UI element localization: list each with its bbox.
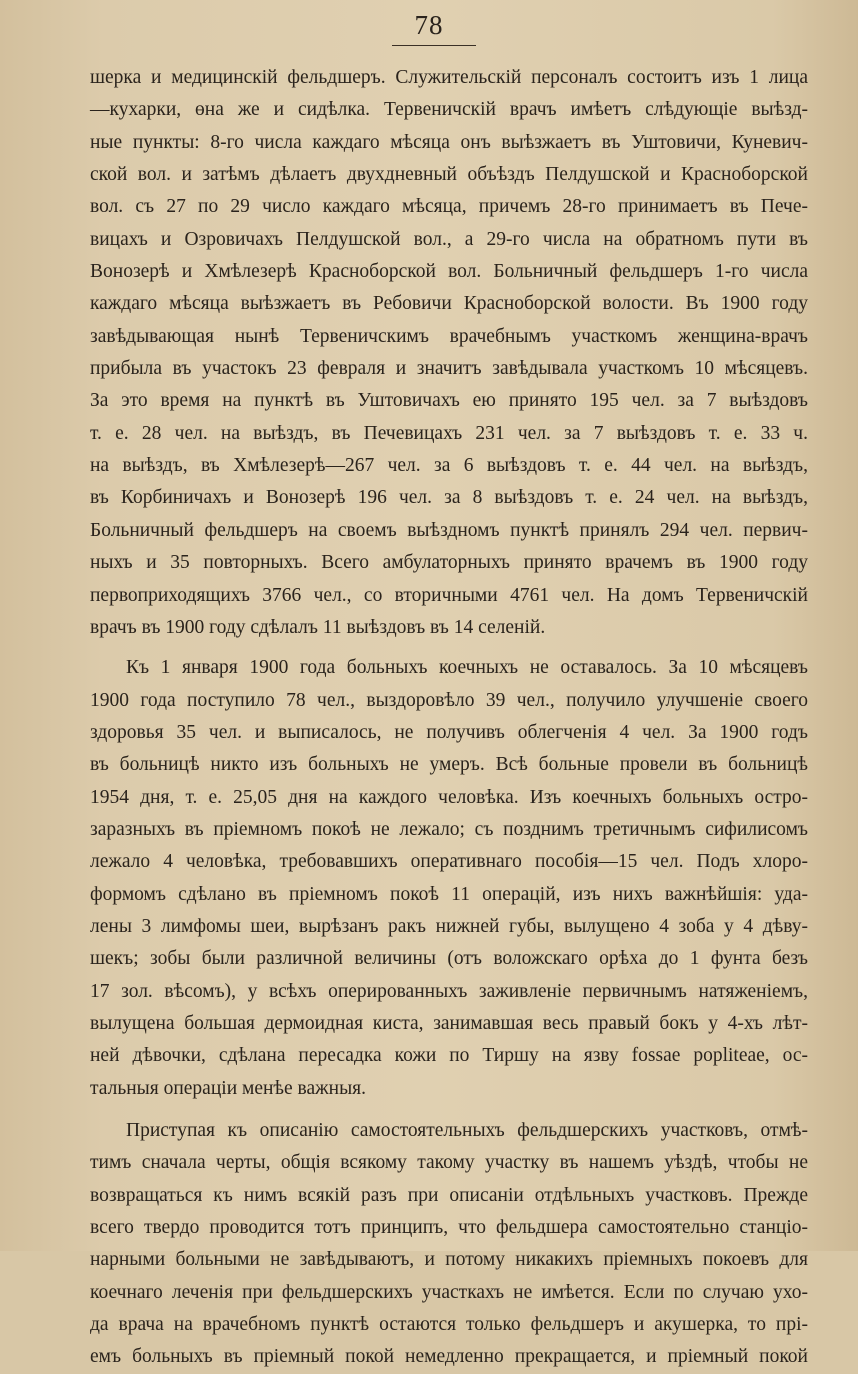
text-line: каждаго мѣсяца выѣзжаетъ въ Ребовичи Красноборской волости. Въ 1900 году <box>90 293 808 315</box>
text-line: тальныя операціи менѣе важныя. <box>90 1077 367 1099</box>
paragraph-gap <box>90 1105 808 1115</box>
text-line: вол. съ 27 по 29 число каждаго мѣсяца, причемъ 28-го принимаетъ въ Пече- <box>90 196 808 218</box>
text-line: Приступая къ описанію самостоятельныхъ фельдшерскихъ участковъ, отмѣ- <box>126 1120 808 1141</box>
text-line: —кухарки, өна же и сидѣлка. Тервеничскій врачъ имѣетъ слѣдующіе выѣзд- <box>90 99 808 121</box>
text-line: 1900 года поступило 78 чел., выздоровѣло 39 чел., получило улучшеніе своего <box>90 689 808 711</box>
text-line: Къ 1 января 1900 года больныхъ коечныхъ не оставалось. За 10 мѣсяцевъ <box>126 657 808 679</box>
text-line: вылущена большая дермоидная киста, занимавшая весь правый бокъ у 4-хъ лѣт- <box>90 1012 808 1034</box>
text-line: прибыла въ участокъ 23 февраля и значитъ завѣдывала участкомъ 10 мѣсяцевъ. <box>90 358 808 380</box>
text-line: Вонозерѣ и Хмѣлезерѣ Красноборской вол. Больничный фельдшеръ 1-го числа <box>90 261 808 283</box>
text-line: шекъ; зобы были различной величины (отъ воложскаго орѣха до 1 фунта безъ <box>90 948 808 970</box>
text-line: формомъ сдѣлано въ пріемномъ покоѣ 11 операцій, изъ нихъ важнѣйшія: уда- <box>90 883 808 905</box>
text-line: лены 3 лимфомы шеи, вырѣзанъ ракъ нижней губы, вылущено 4 зоба у 4 дѣву- <box>90 915 808 937</box>
page-number: 78 <box>414 10 444 40</box>
text-line: возвращаться къ нимъ всякій разъ при описаніи отдѣльныхъ участковъ. Прежде <box>90 1184 808 1206</box>
paragraph-1 <box>90 62 808 644</box>
text-line: завѣдывающая нынѣ Тервеничскимъ врачебнымъ участкомъ женщина-врачъ <box>90 325 808 347</box>
text-line: ныхъ и 35 повторныхъ. Всего амбулаторныхъ принято врачемъ въ 1900 году <box>90 552 808 574</box>
text-line: первоприходящихъ 3766 чел., со вторичными 4761 чел. На домъ Тервеничскій <box>90 584 808 606</box>
text-line: 1954 дня, т. е. 25,05 дня на каждого человѣка. Изъ коечныхъ больныхъ остро- <box>90 786 808 808</box>
text-line: на выѣздъ, въ Хмѣлезерѣ—267 чел. за 6 выѣздовъ т. е. 44 чел. на выѣздъ, <box>90 455 808 477</box>
paragraph-gap <box>90 644 808 652</box>
text-line: нарными больными не завѣдываютъ, и потому никакихъ пріемныхъ покоевъ для <box>90 1249 808 1271</box>
text-line: За это время на пунктѣ въ Уштовичахъ ею принято 195 чел. за 7 выѣздовъ <box>90 390 808 412</box>
text-line: ные пункты: 8-го числа каждаго мѣсяца онъ выѣзжаетъ въ Уштовичи, Куневич- <box>90 131 808 153</box>
text-line: коечнаго леченія при фельдшерскихъ участкахъ не имѣется. Если по случаю ухо- <box>90 1281 808 1303</box>
text-line: врачъ въ 1900 году сдѣлалъ 11 выѣздовъ въ 14 селеній. <box>90 616 546 638</box>
text-line: лежало 4 человѣка, требовавшихъ оперативнаго пособія—15 чел. Подъ хлоро- <box>90 851 808 873</box>
text-line: ской вол. и затѣмъ дѣлаетъ двухдневный объѣздъ Пелдушской и Красноборской <box>90 164 808 186</box>
text-line: 17 зол. вѣсомъ), у всѣхъ оперированныхъ заживленіе первичнымъ натяженіемъ, <box>90 980 808 1002</box>
text-line: вицахъ и Озровичахъ Пелдушской вол., а 29-го числа на обратномъ пути въ <box>90 228 808 250</box>
text-line: т. е. 28 чел. на выѣздъ, въ Печевицахъ 231 чел. за 7 выѣздовъ т. е. 33 ч. <box>90 422 808 444</box>
text-line: въ больницѣ никто изъ больныхъ не умеръ. Всѣ больные провели въ больницѣ <box>90 754 808 776</box>
text-line: шерка и медицинскій фельдшеръ. Служительскій персоналъ состоитъ изъ 1 лица <box>90 67 808 88</box>
paragraph-3 <box>90 1115 808 1374</box>
text-line: емъ больныхъ въ пріемный покой немедленно прекращается, и пріемный покой <box>90 1346 808 1368</box>
text-line: всего твердо проводится тотъ принципъ, что фельдшера самостоятельно станціо- <box>90 1217 808 1239</box>
text-line: въ Корбиничахъ и Вонозерѣ 196 чел. за 8 выѣздовъ т. е. 24 чел. на выѣздъ, <box>90 487 808 509</box>
header-rule <box>392 45 476 46</box>
text-line: здоровья 35 чел. и выписалось, не получивъ облегченія 4 чел. За 1900 годъ <box>90 721 808 743</box>
paragraph-2 <box>90 652 808 1105</box>
text-line: Больничный фельдшеръ на своемъ выѣздномъ пунктѣ принялъ 294 чел. первич- <box>90 519 808 541</box>
text-line: заразныхъ въ пріемномъ покоѣ не лежало; съ позднимъ третичнымъ сифилисомъ <box>90 818 808 840</box>
text-line: тимъ сначала черты, общія всякому такому участку въ нашемъ уѣздѣ, чтобы не <box>90 1152 808 1174</box>
text-line: ней дѣвочки, сдѣлана пересадка кожи по Тиршу на язву fossae popliteae, ос- <box>90 1045 808 1067</box>
text-line: да врача на врачебномъ пунктѣ остаются только фельдшеръ и акушерка, то прі- <box>90 1314 808 1336</box>
body-text <box>90 62 808 1374</box>
